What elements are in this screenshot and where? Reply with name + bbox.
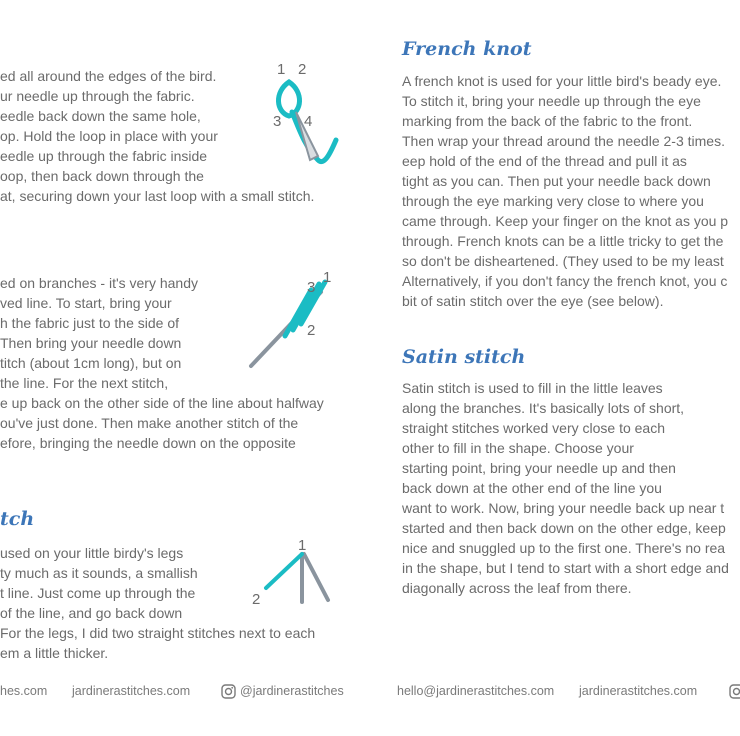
- diagram-label: 3: [273, 113, 282, 130]
- diagram-label: 3: [307, 279, 316, 296]
- diagram-label: 1: [323, 269, 332, 286]
- text-line: the line. For the next stitch,: [0, 375, 169, 391]
- text-line: nice and snuggled up to the first one. There's no rea: [402, 540, 726, 556]
- text-line: ved line. To start, bring your: [0, 295, 172, 311]
- text-line: Alternatively, if you don't fancy the french knot, you c: [402, 273, 728, 289]
- text-line: through. French knots can be a little tricky to get the: [402, 233, 724, 249]
- text-line: Then wrap your thread around the needle 2-3 times.: [402, 133, 725, 149]
- text-line: ou've just done. Then make another stitch of the: [0, 415, 299, 431]
- footer-instagram-handle[interactable]: @jardinerastitches: [240, 684, 344, 698]
- stem-stitch-diagram: [245, 262, 340, 372]
- text-line: eep hold of the end of the thread and pull it as: [402, 153, 687, 169]
- text-line: through the eye marking very close to where you: [402, 193, 704, 209]
- text-line: em a little thicker.: [0, 645, 109, 661]
- text-line: ed all around the edges of the bird.: [0, 68, 217, 84]
- text-line: oop, then back down through the: [0, 168, 204, 184]
- diagram-label: 4: [304, 113, 313, 130]
- text-line: titch (about 1cm long), but on: [0, 355, 182, 371]
- straight-stitch-diagram: [250, 538, 335, 608]
- text-line: Then bring your needle down: [0, 335, 182, 351]
- diagram-label: 1: [298, 537, 307, 554]
- text-line: other to fill in the shape. Choose your: [402, 440, 634, 456]
- text-line: eedle up through the fabric inside: [0, 148, 208, 164]
- text-line: eedle back down the same hole,: [0, 108, 201, 124]
- text-line: bit of satin stitch over the eye (see below).: [402, 293, 664, 309]
- diagram-label: 2: [298, 61, 307, 78]
- text-line: ur needle up through the fabric.: [0, 88, 195, 104]
- text-line: along the branches. It's basically lots of short,: [402, 400, 685, 416]
- text-line: A french knot is used for your little bird's beady eye.: [402, 73, 722, 89]
- instagram-icon[interactable]: [729, 684, 740, 699]
- text-line: at, securing down your last loop with a small stitch.: [0, 188, 315, 204]
- text-line: starting point, bring your needle up and then: [402, 460, 676, 476]
- text-line: Satin stitch is used to fill in the little leaves: [402, 380, 663, 396]
- text-line: diagonally across the leaf from there.: [402, 580, 632, 596]
- text-line: marking from the back of the fabric to the front.: [402, 113, 693, 129]
- text-line: used on your little birdy's legs: [0, 545, 184, 561]
- text-line: started and then back down on the other edge, keep: [402, 520, 726, 536]
- footer-website-link[interactable]: jardinerastitches.com: [72, 684, 191, 698]
- straight-stitch-heading: tch: [0, 508, 35, 530]
- text-line: efore, bringing the needle down on the opposite: [0, 435, 296, 451]
- satin-stitch-heading: Satin stitch: [402, 346, 526, 368]
- text-line: back down at the other end of the line you: [402, 480, 662, 496]
- leg-stitch: [304, 554, 328, 600]
- footer-website-link[interactable]: jardinerastitches.com: [579, 684, 698, 698]
- text-line: in the shape, but I tend to start with a short edge and: [402, 560, 729, 576]
- diagram-label: 2: [307, 322, 316, 339]
- footer-email-fragment[interactable]: hes.com: [0, 684, 48, 698]
- text-line: t line. Just come up through the: [0, 585, 196, 601]
- text-line: came through. Keep your finger on the knot as you p: [402, 213, 729, 229]
- text-line: tight as you can. Then put your needle back down: [402, 173, 711, 189]
- loop-thread: [278, 82, 299, 116]
- text-line: want to work. Now, bring your needle back up near t: [402, 500, 725, 516]
- text-line: of the line, and go back down: [0, 605, 183, 621]
- loop-stitch-diagram: [258, 56, 348, 176]
- text-line: ed on branches - it's very handy: [0, 275, 199, 291]
- instagram-icon[interactable]: [221, 684, 236, 699]
- text-line: For the legs, I did two straight stitches next to each: [0, 625, 316, 641]
- straight-stitch: [266, 554, 302, 588]
- diagram-label: 2: [252, 591, 261, 608]
- text-line: To stitch it, bring your needle up through the eye: [402, 93, 701, 109]
- text-line: so don't be disheartened. (They used to be my least: [402, 253, 724, 269]
- text-line: e up back on the other side of the line about halfway: [0, 395, 324, 411]
- text-line: h the fabric just to the side of: [0, 315, 179, 331]
- footer-email-link[interactable]: hello@jardinerastitches.com: [397, 684, 555, 698]
- text-line: ty much as it sounds, a smallish: [0, 565, 198, 581]
- diagram-label: 1: [277, 61, 286, 78]
- text-line: op. Hold the loop in place with your: [0, 128, 218, 144]
- french-knot-heading: French knot: [402, 38, 532, 60]
- text-line: straight stitches worked very close to each: [402, 420, 666, 436]
